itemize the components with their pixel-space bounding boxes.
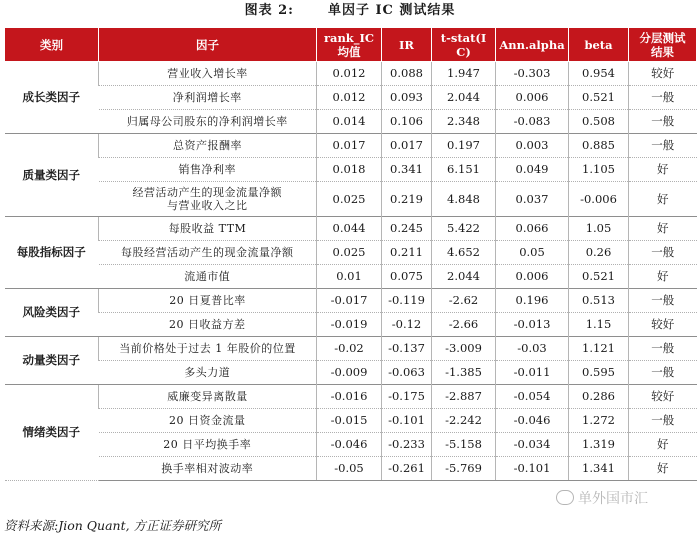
alpha-cell: 0.037 — [496, 182, 569, 217]
result-cell: 较好 — [629, 62, 697, 86]
header-cell: Ann.alpha — [496, 28, 569, 62]
table-row — [5, 62, 697, 86]
rank-ic-cell: -0.015 — [317, 409, 382, 433]
factor-cell: 换手率相对波动率 — [99, 457, 317, 481]
alpha-cell: -0.013 — [496, 313, 569, 337]
header-cell: 分层测试 结果 — [629, 28, 697, 62]
tstat-cell: -1.385 — [432, 361, 496, 385]
beta-cell: 0.286 — [569, 385, 629, 409]
ic-results-table — [4, 27, 697, 481]
result-cell: 一般 — [629, 289, 697, 313]
alpha-cell: -0.011 — [496, 361, 569, 385]
header-cell: 类别 — [5, 28, 99, 62]
rank-ic-cell: -0.02 — [317, 337, 382, 361]
table-row — [5, 289, 697, 313]
alpha-cell: 0.049 — [496, 158, 569, 182]
beta-cell: -0.006 — [569, 182, 629, 217]
factor-cell: 当前价格处于过去 1 年股价的位置 — [99, 337, 317, 361]
figure-title — [0, 0, 700, 22]
rank-ic-cell: -0.017 — [317, 289, 382, 313]
table-row — [5, 110, 697, 134]
table-row — [5, 385, 697, 409]
rank-ic-cell: 0.012 — [317, 62, 382, 86]
ir-cell: 0.017 — [382, 134, 432, 158]
result-cell: 一般 — [629, 110, 697, 134]
tstat-cell: 2.044 — [432, 86, 496, 110]
factor-cell: 归属母公司股东的净利润增长率 — [99, 110, 317, 134]
tstat-cell: 0.197 — [432, 134, 496, 158]
alpha-cell: -0.034 — [496, 433, 569, 457]
factor-cell: 营业收入增长率 — [99, 62, 317, 86]
category-cell: 质量类因子 — [5, 134, 99, 217]
wechat-icon — [556, 490, 574, 505]
ir-cell: -0.261 — [382, 457, 432, 481]
table-row — [5, 241, 697, 265]
factor-cell: 流通市值 — [99, 265, 317, 289]
ir-cell: 0.219 — [382, 182, 432, 217]
tstat-cell: -5.158 — [432, 433, 496, 457]
beta-cell: 1.05 — [569, 217, 629, 241]
rank-ic-cell: 0.025 — [317, 182, 382, 217]
factor-cell: 总资产报酬率 — [99, 134, 317, 158]
tstat-cell: -2.242 — [432, 409, 496, 433]
tstat-cell: -2.887 — [432, 385, 496, 409]
rank-ic-cell: 0.01 — [317, 265, 382, 289]
table-row — [5, 337, 697, 361]
table-body — [5, 62, 697, 481]
result-cell: 好 — [629, 217, 697, 241]
table-row — [5, 457, 697, 481]
factor-cell: 20 日平均换手率 — [99, 433, 317, 457]
figure-caption: 单因子 IC 测试结果 — [327, 3, 456, 18]
header-cell: beta — [569, 28, 629, 62]
ir-cell: -0.119 — [382, 289, 432, 313]
result-cell: 一般 — [629, 361, 697, 385]
factor-cell: 20 日资金流量 — [99, 409, 317, 433]
rank-ic-cell: -0.016 — [317, 385, 382, 409]
factor-cell: 净利润增长率 — [99, 86, 317, 110]
tstat-cell: 6.151 — [432, 158, 496, 182]
result-cell: 一般 — [629, 86, 697, 110]
tstat-cell: 4.652 — [432, 241, 496, 265]
category-cell: 每股指标因子 — [5, 217, 99, 289]
ir-cell: 0.245 — [382, 217, 432, 241]
beta-cell: 1.272 — [569, 409, 629, 433]
table-row — [5, 433, 697, 457]
source-note: 资料来源:Jion Quant, 方正证券研究所 — [4, 518, 222, 533]
alpha-cell: 0.003 — [496, 134, 569, 158]
rank-ic-cell: 0.014 — [317, 110, 382, 134]
factor-cell: 经营活动产生的现金流量净额 与营业收入之比 — [99, 182, 317, 217]
ir-cell: -0.137 — [382, 337, 432, 361]
result-cell: 好 — [629, 158, 697, 182]
table-row — [5, 86, 697, 110]
rank-ic-cell: -0.019 — [317, 313, 382, 337]
factor-cell: 20 日收益方差 — [99, 313, 317, 337]
alpha-cell: 0.196 — [496, 289, 569, 313]
result-cell: 较好 — [629, 313, 697, 337]
alpha-cell: 0.006 — [496, 86, 569, 110]
table-row — [5, 409, 697, 433]
beta-cell: 1.121 — [569, 337, 629, 361]
tstat-cell: -3.009 — [432, 337, 496, 361]
ir-cell: 0.075 — [382, 265, 432, 289]
category-cell: 情绪类因子 — [5, 385, 99, 481]
rank-ic-cell: 0.025 — [317, 241, 382, 265]
table-row — [5, 158, 697, 182]
tstat-cell: -2.62 — [432, 289, 496, 313]
rank-ic-cell: -0.05 — [317, 457, 382, 481]
result-cell: 好 — [629, 182, 697, 217]
tstat-cell: 4.848 — [432, 182, 496, 217]
table-row — [5, 361, 697, 385]
tstat-cell: 2.044 — [432, 265, 496, 289]
table-row — [5, 265, 697, 289]
category-cell: 成长类因子 — [5, 62, 99, 134]
ir-cell: 0.106 — [382, 110, 432, 134]
beta-cell: 0.595 — [569, 361, 629, 385]
header-cell: IR — [382, 28, 432, 62]
watermark — [556, 490, 648, 508]
result-cell: 一般 — [629, 409, 697, 433]
beta-cell: 1.15 — [569, 313, 629, 337]
table-row — [5, 182, 697, 217]
result-cell: 一般 — [629, 337, 697, 361]
beta-cell: 0.885 — [569, 134, 629, 158]
tstat-cell: -2.66 — [432, 313, 496, 337]
ir-cell: -0.063 — [382, 361, 432, 385]
ir-cell: -0.101 — [382, 409, 432, 433]
result-cell: 一般 — [629, 241, 697, 265]
table-row — [5, 313, 697, 337]
tstat-cell: 5.422 — [432, 217, 496, 241]
rank-ic-cell: 0.017 — [317, 134, 382, 158]
beta-cell: 0.521 — [569, 86, 629, 110]
alpha-cell: -0.03 — [496, 337, 569, 361]
ir-cell: 0.211 — [382, 241, 432, 265]
category-cell: 动量类因子 — [5, 337, 99, 385]
alpha-cell: -0.101 — [496, 457, 569, 481]
rank-ic-cell: 0.012 — [317, 86, 382, 110]
beta-cell: 0.508 — [569, 110, 629, 134]
rank-ic-cell: 0.018 — [317, 158, 382, 182]
header-cell: rank_IC 均值 — [317, 28, 382, 62]
header-cell: 因子 — [99, 28, 317, 62]
table-row — [5, 134, 697, 158]
result-cell: 好 — [629, 433, 697, 457]
ir-cell: -0.12 — [382, 313, 432, 337]
alpha-cell: 0.066 — [496, 217, 569, 241]
alpha-cell: -0.303 — [496, 62, 569, 86]
beta-cell: 1.341 — [569, 457, 629, 481]
alpha-cell: -0.083 — [496, 110, 569, 134]
result-cell: 好 — [629, 457, 697, 481]
header-cell: t-stat(I C) — [432, 28, 496, 62]
factor-cell: 多头力道 — [99, 361, 317, 385]
watermark-text: 单外国市汇 — [578, 491, 648, 507]
rank-ic-cell: -0.009 — [317, 361, 382, 385]
figure-label: 图表 2: — [244, 3, 294, 18]
beta-cell: 1.105 — [569, 158, 629, 182]
tstat-cell: 2.348 — [432, 110, 496, 134]
ir-cell: 0.093 — [382, 86, 432, 110]
beta-cell: 0.26 — [569, 241, 629, 265]
beta-cell: 1.319 — [569, 433, 629, 457]
alpha-cell: -0.046 — [496, 409, 569, 433]
result-cell: 较好 — [629, 385, 697, 409]
alpha-cell: 0.006 — [496, 265, 569, 289]
beta-cell: 0.513 — [569, 289, 629, 313]
factor-cell: 威廉变异离散量 — [99, 385, 317, 409]
category-cell: 风险类因子 — [5, 289, 99, 337]
tstat-cell: 1.947 — [432, 62, 496, 86]
rank-ic-cell: -0.046 — [317, 433, 382, 457]
table-header-row — [5, 28, 697, 62]
result-cell: 好 — [629, 265, 697, 289]
tstat-cell: -5.769 — [432, 457, 496, 481]
beta-cell: 0.954 — [569, 62, 629, 86]
alpha-cell: 0.05 — [496, 241, 569, 265]
factor-cell: 销售净利率 — [99, 158, 317, 182]
rank-ic-cell: 0.044 — [317, 217, 382, 241]
ir-cell: -0.175 — [382, 385, 432, 409]
ir-cell: 0.088 — [382, 62, 432, 86]
factor-cell: 每股经营活动产生的现金流量净额 — [99, 241, 317, 265]
factor-cell: 每股收益 TTM — [99, 217, 317, 241]
ir-cell: -0.233 — [382, 433, 432, 457]
alpha-cell: -0.054 — [496, 385, 569, 409]
factor-cell: 20 日夏普比率 — [99, 289, 317, 313]
ir-cell: 0.341 — [382, 158, 432, 182]
beta-cell: 0.521 — [569, 265, 629, 289]
table-row — [5, 217, 697, 241]
result-cell: 一般 — [629, 134, 697, 158]
